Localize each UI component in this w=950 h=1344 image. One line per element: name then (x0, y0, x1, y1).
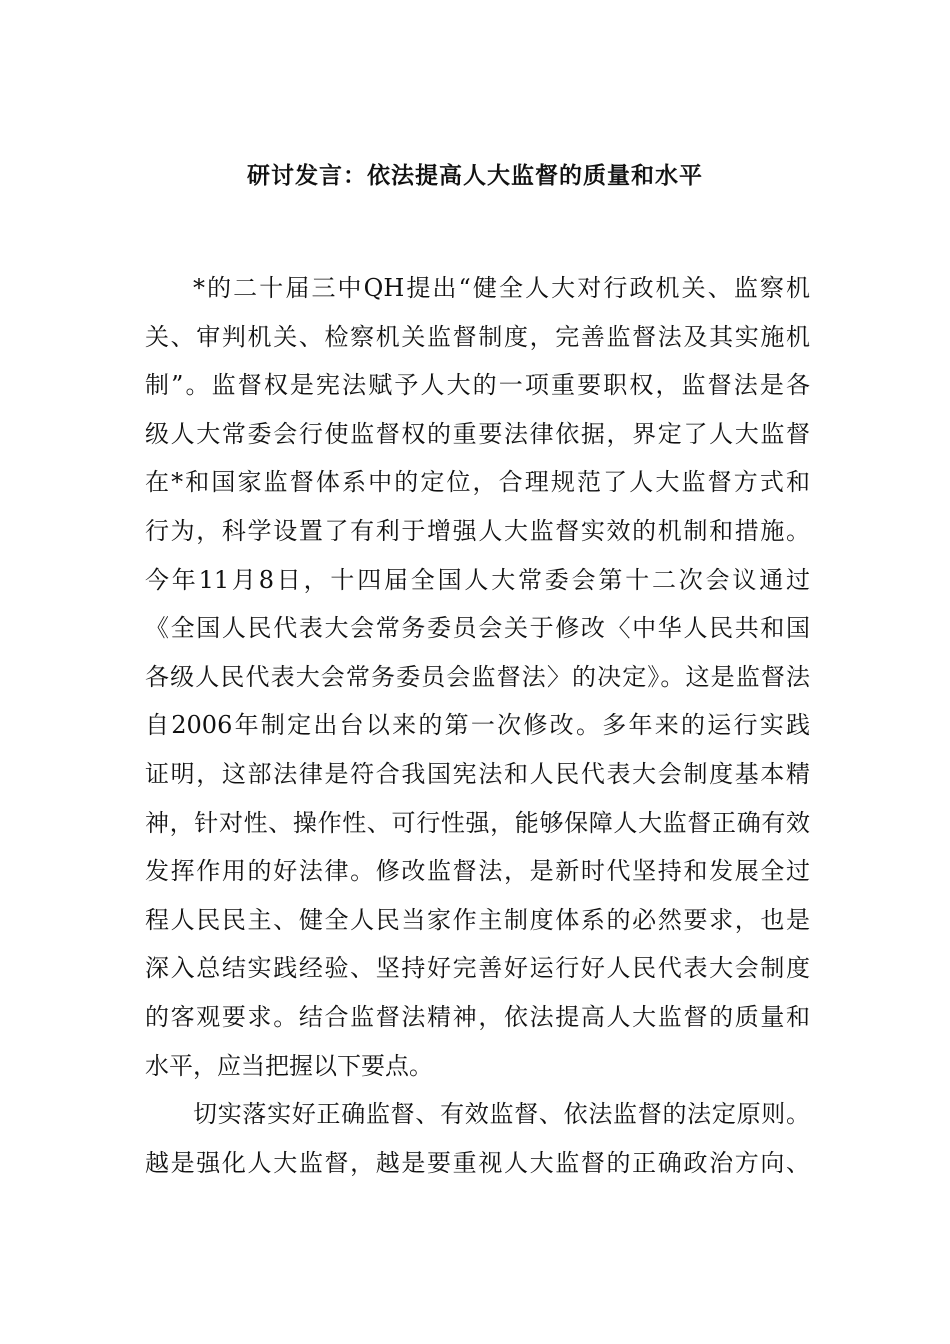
paragraph-2-line-2: 越是强化人大监督，越是要重视人大监督的正确政治方向、 (145, 1148, 810, 1177)
paragraph-1-line-15: 深入总结实践经验、坚持好完善好运行好人民代表大会制度 (145, 954, 810, 983)
paragraph-1-line-7: 今年11月8日，十四届全国人大常委会第十二次会议通过 (145, 565, 810, 594)
paragraph-1-line-2: 关、审判机关、检察机关监督制度，完善监督法及其实施机 (145, 322, 810, 351)
paragraph-1-line-10: 自2006年制定出台以来的第一次修改。多年来的运行实践 (145, 711, 810, 740)
paragraph-1-line-13: 发挥作用的好法律。修改监督法，是新时代坚持和发展全过 (145, 857, 810, 886)
paragraph-1-line-16: 的客观要求。结合监督法精神，依法提高人大监督的质量和 (145, 1002, 810, 1031)
paragraph-1-line-4: 级人大常委会行使监督权的重要法律依据，界定了人大监督 (145, 419, 810, 448)
paragraph-1-line-9: 各级人民代表大会常务委员会监督法〉的决定》。这是监督法 (145, 662, 810, 691)
paragraph-1-line-17: 水平，应当把握以下要点。 (145, 1051, 433, 1080)
paragraph-1-line-12: 神，针对性、操作性、可行性强，能够保障人大监督正确有效 (145, 808, 810, 837)
paragraph-1-line-11: 证明，这部法律是符合我国宪法和人民代表大会制度基本精 (145, 759, 810, 788)
paragraph-1-line-1: *的二十届三中QH提出“健全人大对行政机关、监察机 (193, 274, 810, 302)
paragraph-1-line-3: 制”。监督权是宪法赋予人大的一项重要职权，监督法是各 (145, 371, 810, 400)
paragraph-1 (145, 264, 810, 1090)
paragraph-1-line-6: 行为，科学设置了有利于增强人大监督实效的机制和措施。 (145, 516, 810, 545)
paragraph-2 (145, 1090, 810, 1187)
paragraph-1-line-14: 程人民民主、健全人民当家作主制度体系的必然要求，也是 (145, 905, 810, 934)
document-body (145, 264, 810, 1187)
paragraph-2-line-1: 切实落实好正确监督、有效监督、依法监督的法定原则。 (193, 1100, 810, 1129)
document-title: 研讨发言：依法提高人大监督的质量和水平 (247, 163, 703, 189)
paragraph-1-line-8: 《全国人民代表大会常务委员会关于修改〈中华人民共和国 (145, 614, 810, 643)
paragraph-1-line-5: 在*和国家监督体系中的定位，合理规范了人大监督方式和 (145, 468, 810, 497)
